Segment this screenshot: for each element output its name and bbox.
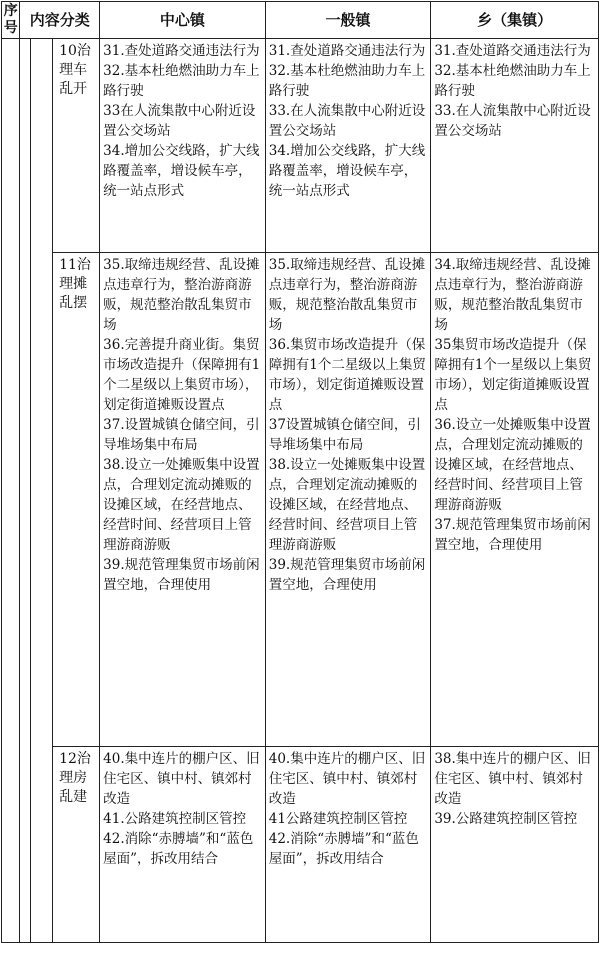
- general-town-cell: [265, 253, 431, 747]
- measure-item: 35集贸市场改造提升（保障拥有1个一星级以上集贸市场），划定街道摊贩设置点: [434, 337, 592, 413]
- seq-cell: [2, 39, 20, 943]
- measure-item: 37设置城镇仓储空间，引导堆场集中布局: [268, 417, 421, 453]
- measure-item: 32.基本杜绝燃油助力车上路行驶: [103, 63, 260, 99]
- measure-item: 34.增加公交线路，扩大线路覆盖率，增设候车亭，统一站点形式: [268, 143, 426, 199]
- measure-item: 32.基本杜绝燃油助力车上路行驶: [268, 63, 426, 99]
- table-row: [2, 253, 599, 747]
- measure-item: 34.增加公交线路，扩大线路覆盖率，增设候车亭，统一站点形式: [103, 143, 260, 199]
- measure-item: 39.规范管理集贸市场前闲置空地，合理使用: [268, 557, 426, 593]
- central-town-cell: [100, 747, 266, 943]
- measure-item: 36.完善提升商业街。集贸市场改造提升（保障拥有1个二星级以上集贸市场），划定街道摊贩设置点: [103, 337, 261, 413]
- measure-item: 41.公路建筑控制区管控: [103, 811, 247, 827]
- measure-item: 31.查处道路交通违法行为: [103, 43, 260, 59]
- measure-item: 41公路建筑控制区管控: [268, 811, 408, 827]
- township-cell: [431, 253, 599, 747]
- measure-item: 42.消除“赤膊墙”和“蓝色屋面”，拆改用结合: [103, 831, 254, 867]
- measure-item: 38.设立一处摊贩集中设置点，合理划定流动摊贩的设摊区域，在经营地点、经营时间、经营项目上管理游商游贩: [268, 457, 426, 553]
- measure-item: 37.规范管理集贸市场前闲置空地，合理使用: [434, 517, 591, 553]
- blank-cell: [30, 39, 52, 943]
- measure-item: 39.公路建筑控制区管控: [434, 811, 578, 827]
- measure-item: 38.设立一处摊贩集中设置点，合理划定流动摊贩的设摊区域，在经营地点、经营时间、经营项目上管理游商游贩: [103, 457, 260, 553]
- township-cell: [431, 39, 599, 253]
- measure-item: 35.取缔违规经营、乱设摊点违章行为，整治游商游贩，规范整治散乱集贸市场: [103, 257, 260, 333]
- measure-item: 35.取缔违规经营、乱设摊点违章行为，整治游商游贩，规范整治散乱集贸市场: [268, 257, 426, 333]
- central-town-cell: [100, 253, 266, 747]
- measure-item: 31.查处道路交通违法行为: [434, 43, 591, 59]
- header-central-town: 中心镇: [100, 2, 266, 39]
- category-cell: 11治理摊乱摆: [53, 253, 100, 747]
- general-town-cell: [265, 39, 431, 253]
- measure-item: 36.集贸市场改造提升（保障拥有1个二星级以上集贸市场），划定街道摊贩设置点: [268, 337, 426, 413]
- header-general-town: 一般镇: [265, 2, 431, 39]
- table-row: [2, 747, 599, 943]
- measure-item: 34.取缔违规经营、乱设摊点违章行为，整治游商游贩，规范整治散乱集贸市场: [434, 257, 591, 333]
- header-township: 乡（集镇）: [431, 2, 599, 39]
- measure-item: 33在人流集散中心附近设置公交场站: [103, 103, 256, 139]
- category-cell: 10治理车乱开: [53, 39, 100, 253]
- category-cell: 12治理房乱建: [53, 747, 100, 943]
- blank-cell: [20, 39, 30, 943]
- header-row: [2, 2, 599, 39]
- header-seq: 序号: [2, 2, 20, 39]
- measure-item: 42.消除“赤膊墙”和“蓝色屋面”，拆改用结合: [268, 831, 419, 867]
- measure-item: 38.集中连片的棚户区、旧住宅区、镇中村、镇郊村改造: [434, 751, 591, 807]
- measure-item: 33.在人流集散中心附近设置公交场站: [434, 103, 591, 139]
- general-town-cell: [265, 747, 431, 943]
- measure-item: 32.基本杜绝燃油助力车上路行驶: [434, 63, 591, 99]
- township-cell: [431, 747, 599, 943]
- regulation-table: [1, 1, 599, 943]
- measure-item: 36.设立一处摊贩集中设置点，合理划定流动摊贩的设摊区域，在经营地点、经营时间、经营项目上管理游商游贩: [434, 417, 591, 513]
- measure-item: 33.在人流集散中心附近设置公交场站: [268, 103, 426, 139]
- table-row: [2, 39, 599, 253]
- measure-item: 39.规范管理集贸市场前闲置空地，合理使用: [103, 557, 260, 593]
- measure-item: 31.查处道路交通违法行为: [268, 43, 426, 59]
- measure-item: 40.集中连片的棚户区、旧住宅区、镇中村、镇郊村改造: [103, 751, 260, 807]
- measure-item: 37.设置城镇仓储空间，引导堆场集中布局: [103, 417, 260, 453]
- header-category: 内容分类: [20, 2, 100, 39]
- measure-item: 40.集中连片的棚户区、旧住宅区、镇中村、镇郊村改造: [268, 751, 426, 807]
- central-town-cell: [100, 39, 266, 253]
